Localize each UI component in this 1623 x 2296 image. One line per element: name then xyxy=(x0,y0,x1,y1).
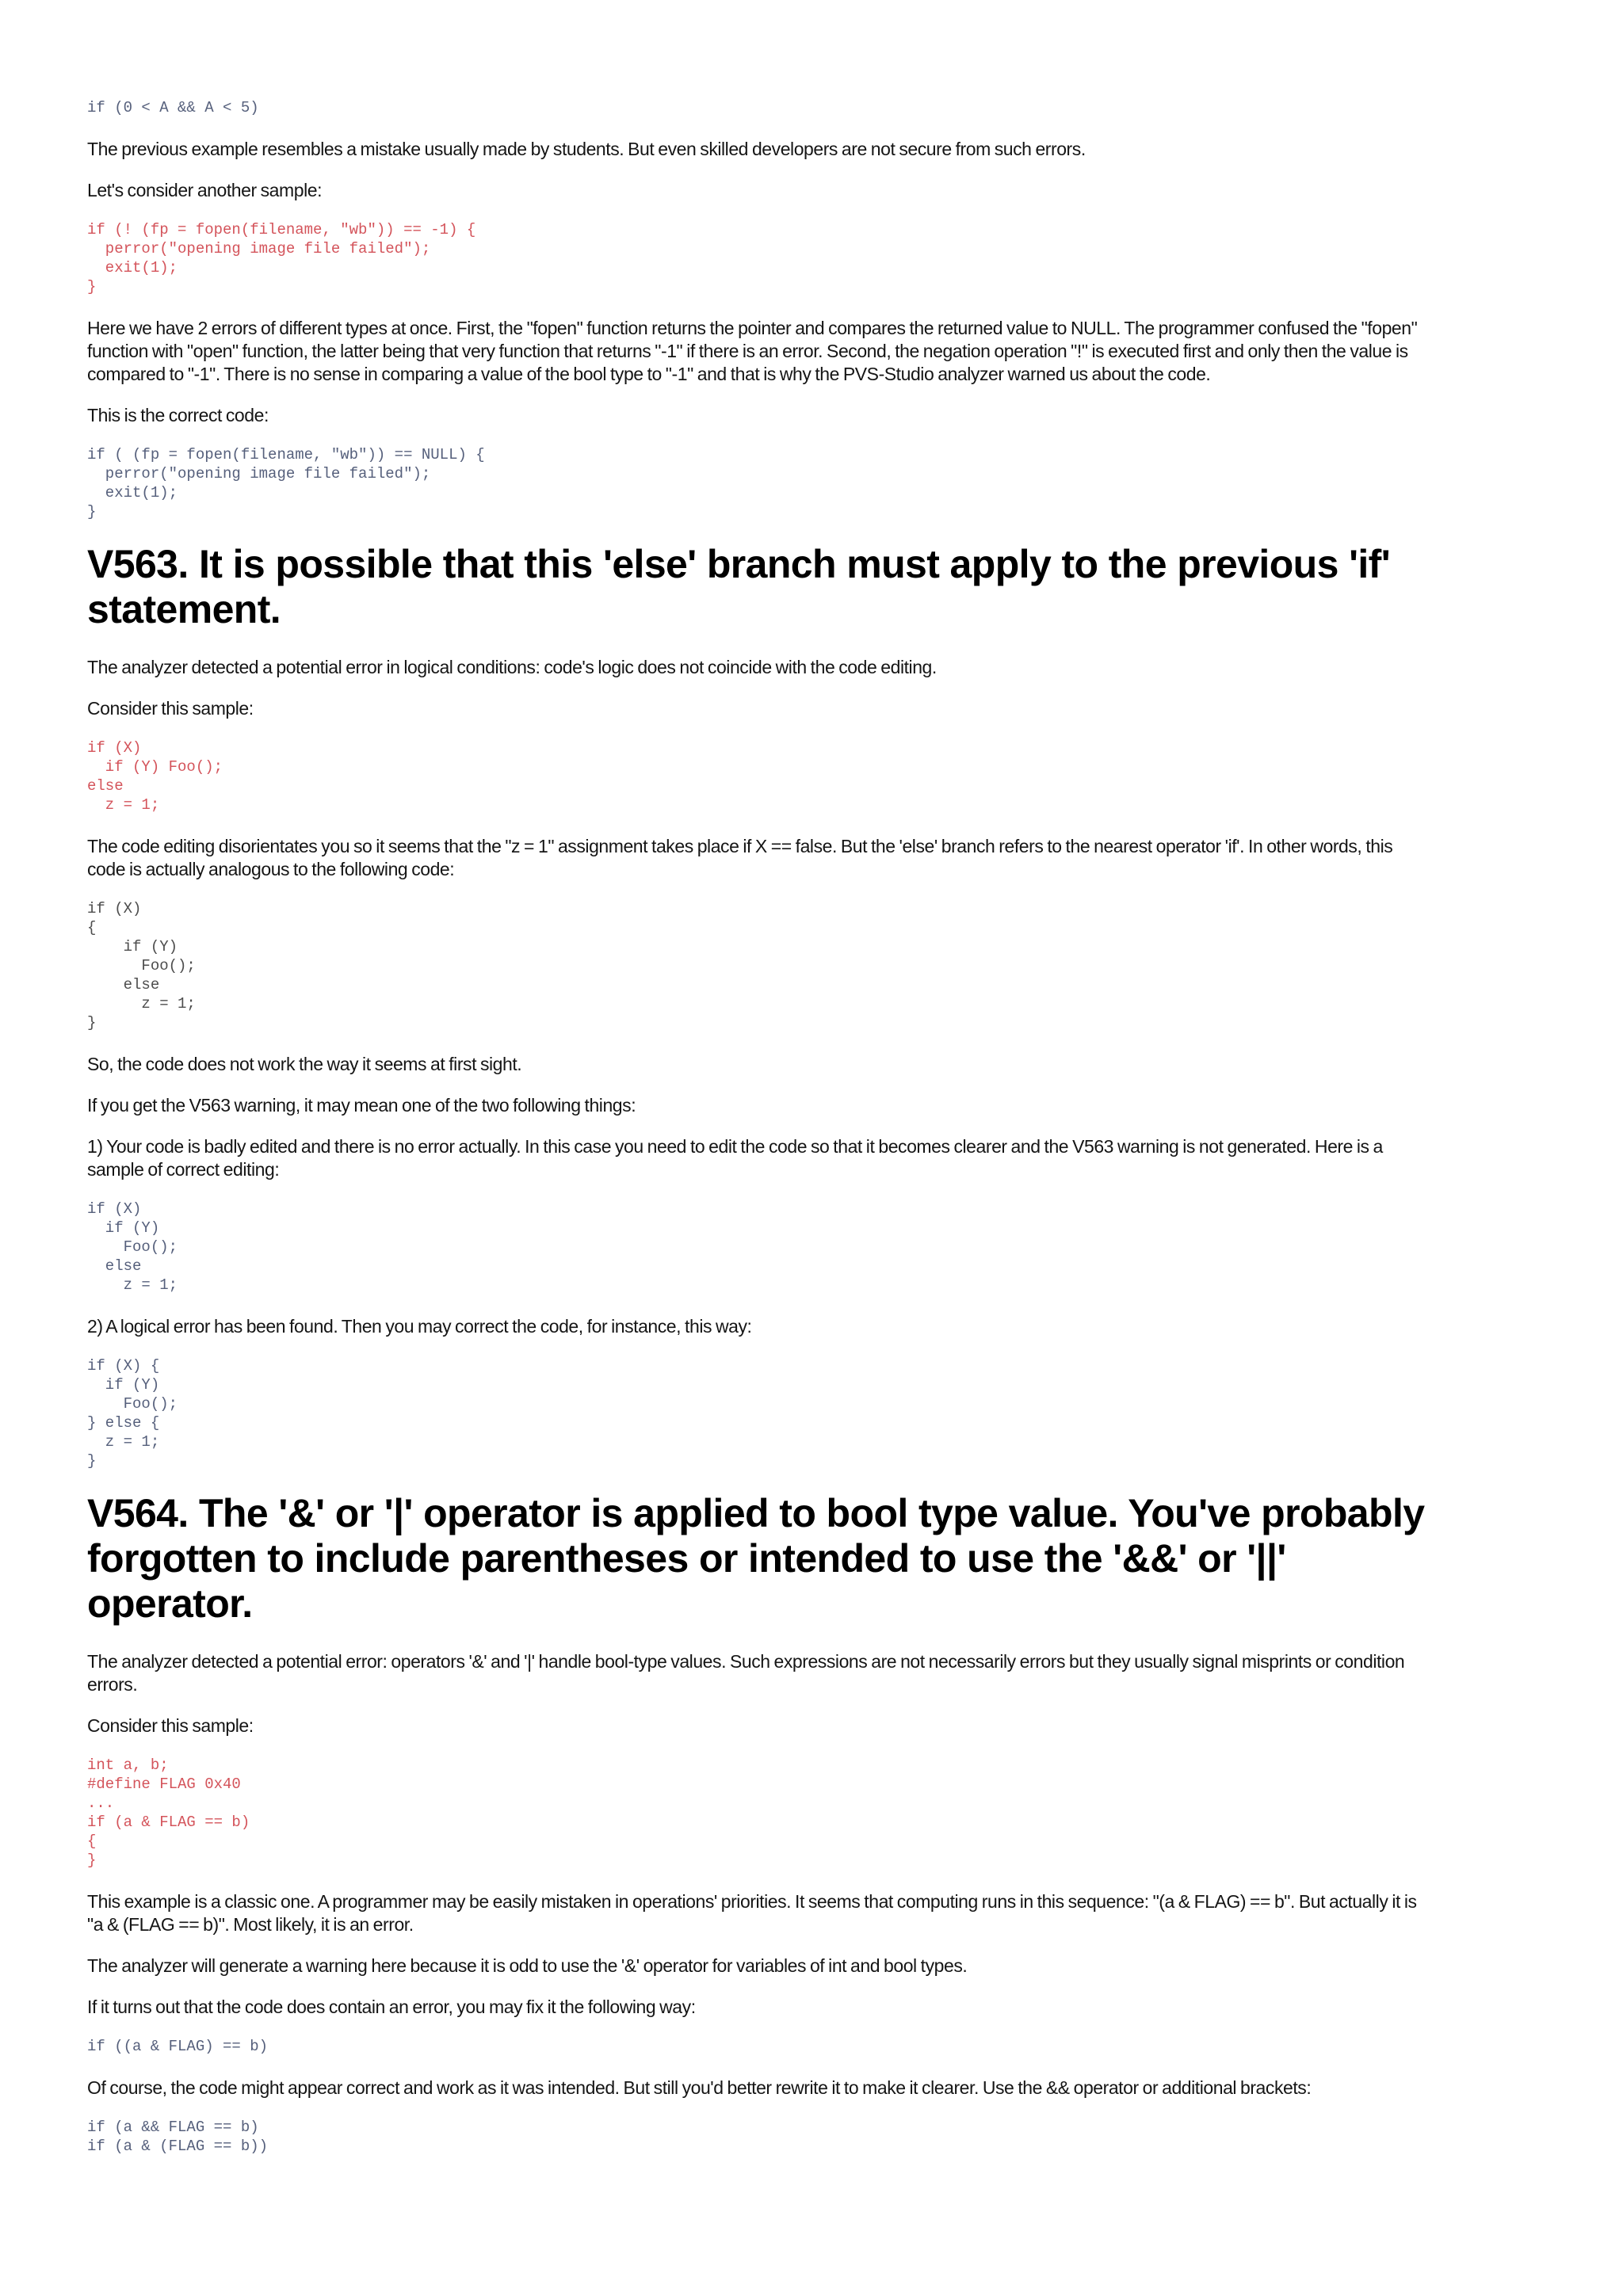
code-block-10: if (a && FLAG == b) if (a & (FLAG == b)) xyxy=(87,2119,269,2155)
paragraph-5: The analyzer detected a potential error in logical conditions: code's logic does not coincide with the code editing. xyxy=(87,657,937,677)
paragraph-12: The analyzer detected a potential error: operators '&' and '|' handle bool-type values. Such expressions are not necessarily errors but they usually signal misprints or condition errors. xyxy=(87,1651,1405,1695)
paragraph-11: 2) A logical error has been found. Then you may correct the code, for instance, this way: xyxy=(87,1316,752,1337)
paragraph-14: This example is a classic one. A programmer may be easily mistaken in operations' priorities. It seems that computing runs in this sequence: "(a & FLAG) == b". But actually it is "a & (FLAG == b)". Most likely, it is an error. xyxy=(87,1891,1417,1935)
code-block-9: if ((a & FLAG) == b) xyxy=(87,2038,269,2055)
code-block-2: if (! (fp = fopen(filename, "wb")) == -1) { perror("opening image file failed"); exit(1); } xyxy=(87,221,476,296)
paragraph-9: If you get the V563 warning, it may mean one of the two following things: xyxy=(87,1095,636,1116)
paragraph-8: So, the code does not work the way it seems at first sight. xyxy=(87,1054,522,1074)
code-block-8: int a, b; #define FLAG 0x40 ... if (a & FLAG == b) { } xyxy=(87,1756,250,1869)
paragraph-3: Here we have 2 errors of different types at once. First, the "fopen" function returns the pointer and compares the returned value to NULL. The programmer confused the "fopen" function with "open" function, the latter being that very function that returns "-1" if there is an error. Second, the negation operation "!" is executed first and only then the value is compared to "-1". There is no sense in comparing a value of the bool type to "-1" and that is why the PVS-Studio analyzer warned us about the code. xyxy=(87,318,1418,384)
paragraph-6: Consider this sample: xyxy=(87,698,254,719)
code-block-3: if ( (fp = fopen(filename, "wb")) == NULL) { perror("opening image file failed"); exit(1); } xyxy=(87,446,485,521)
paragraph-15: The analyzer will generate a warning here because it is odd to use the '&' operator for variables of int and bool types. xyxy=(87,1955,968,1976)
paragraph-1: The previous example resembles a mistake usually made by students. But even skilled developers are not secure from such errors. xyxy=(87,139,1086,159)
paragraph-13: Consider this sample: xyxy=(87,1715,254,1736)
code-block-7: if (X) { if (Y) Foo(); } else { z = 1; } xyxy=(87,1357,178,1470)
paragraph-4: This is the correct code: xyxy=(87,405,269,425)
paragraph-17: Of course, the code might appear correct and work as it was intended. But still you'd better rewrite it to make it clearer. Use the && operator or additional brackets: xyxy=(87,2077,1312,2098)
code-block-5: if (X) { if (Y) Foo(); else z = 1; } xyxy=(87,900,196,1032)
section-heading-2: V564. The '&' or '|' operator is applied to bool type value. You've probably forgotten to include parentheses or intended to use the '&&' or '||' operator. xyxy=(87,1491,1425,1626)
document-page xyxy=(87,98,1434,2176)
paragraph-10: 1) Your code is badly edited and there is no error actually. In this case you need to edit the code so that it becomes clearer and the V563 warning is not generated. Here is a sample of correct editing: xyxy=(87,1136,1383,1180)
paragraph-2: Let's consider another sample: xyxy=(87,180,323,200)
section-heading-1: V563. It is possible that this 'else' branch must apply to the previous 'if' statement. xyxy=(87,542,1391,631)
code-block-4: if (X) if (Y) Foo(); else z = 1; xyxy=(87,739,223,814)
code-block-1: if (0 < A && A < 5) xyxy=(87,99,259,116)
paragraph-7: The code editing disorientates you so it seems that the "z = 1" assignment takes place if X == false. But the 'else' branch refers to the nearest operator 'if'. In other words, this code is actually analogous to the following code: xyxy=(87,836,1393,879)
paragraph-16: If it turns out that the code does contain an error, you may fix it the following way: xyxy=(87,1997,696,2017)
code-block-6: if (X) if (Y) Foo(); else z = 1; xyxy=(87,1200,178,1294)
